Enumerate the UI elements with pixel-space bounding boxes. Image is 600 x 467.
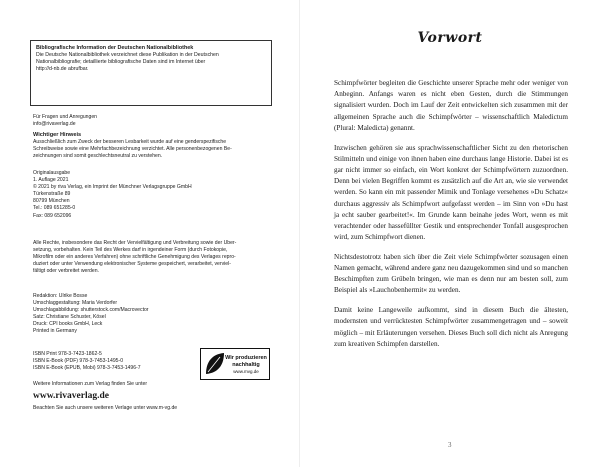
credits-line: Umschlaggestaltung: Maria Verdorfer (33, 300, 118, 307)
isbn-block (33, 351, 198, 372)
edition-block (33, 170, 271, 220)
page-gutter (299, 0, 300, 467)
biblio-line: http://d-nb.de abrufbar. (36, 66, 89, 73)
feedback-block (33, 114, 271, 128)
notice-title: Wichtiger Hinweis (33, 132, 82, 138)
credits-line: Druck: CPI books GmbH, Leck (33, 321, 103, 328)
more-info (33, 381, 271, 388)
biblio-line: Die Deutsche Nationalbibliothek verzeichnet diese Publikation in der Deutschen (36, 52, 219, 58)
body-paragraph: Inzwischen gehören sie aus sprachwissenschaftlicher Sicht zu den rhetorischen Stilmitteln und einige von ihnen haben eine durchaus lange Historie. Dabei ist es gar nicht immer so einfach, ein Wort konkret der Schimpfwörtern zuzuordnen. Denn bei vielen Begriffen kommt es zusätzlich auf die Art an, wie sie verwendet werden. So kann ein mit passender Mimik und Tonlage versehenes »Du Schatz« durchaus aggressiv als Schimpfwort aufgefasst werden – im Sinn von »Du hast ja echt sauber gearbeitet!«. Im Grunde kann beinahe jedes Wort, wenn es mit verachtender oder hassefüllter Gestik und entsprechender Tonfall ausgesprochen wird, zum Schimpfwort dienen. (334, 143, 568, 242)
edition-line: 80799 München (33, 198, 70, 205)
credits-line: Satz: Christiane Schuster, Kösel (33, 314, 106, 321)
publisher-url[interactable]: www.rivaverlag.de (33, 391, 109, 401)
notice-line: zeichnungen sind somit geschlechtsneutral zu verstehen. (33, 153, 163, 160)
biblio-title: Bibliografische Information der Deutschen Nationalbibliothek (36, 45, 194, 51)
isbn-line: ISBN Print 978-3-7423-1862-5 (33, 351, 102, 357)
rights-line: Mikrofilm oder ein anderes Verfahren) ohne schriftliche Genehmigung des Verlages repro- (33, 254, 236, 261)
notice-line: Ausschließlich zum Zweck der besseren Lesbarkeit wurde auf eine genderspezifische (33, 139, 227, 145)
rights-line: fältigt oder verbreitet werden. (33, 268, 99, 275)
footer-note (33, 405, 271, 412)
rights-line: setzung, vorbehalten. Kein Teil des Werkes darf in irgendeiner Form (durch Fotokopie, (33, 247, 228, 254)
edition-line: Türkenstraße 89 (33, 191, 71, 198)
edition-line: 1. Auflage 2021 (33, 177, 69, 184)
credits-block (33, 293, 271, 336)
notice-line: Schreibweise sowie eine Mehrfachbezeichnung verzichtet. Alle personenbezogenen Be- (33, 146, 232, 153)
rights-block (33, 240, 271, 275)
rights-line: duziert oder unter Verwendung elektronischer Systeme gespeichert, verarbeitet, verviel- (33, 261, 231, 268)
feedback-email: info@rivaverlag.de (33, 121, 76, 128)
bibliographic-info-box (30, 40, 272, 106)
chapter-title: Vorwort (417, 30, 483, 46)
logo-text-3: www.mvg.de (233, 369, 259, 374)
sustainability-logo (200, 348, 270, 380)
page-number: 3 (448, 441, 452, 449)
credits-line: Redaktion: Ulrike Bosse (33, 293, 88, 299)
credits-line: Printed in Germany (33, 328, 77, 335)
edition-line: Tel.: 089 651285-0 (33, 205, 76, 212)
more-info-line: Weitere Informationen zum Verlag finden Sie unter (33, 381, 148, 387)
biblio-line: Nationalbibliografie; detaillierte bibliografische Daten sind im Internet über (36, 59, 206, 66)
body-paragraph: Schimpfwörter begleiten die Geschichte unserer Sprache mehr oder weniger von Anbeginn. Anfangs waren es nicht eben Gesten, durch die Stimmungen signalisiert wurden. Doch im Lauf der Zeit entwickelten sich zusammen mit der allgemeinen Sprache auch die Schimpfwörter – wissenschaftlich Maledictum (Plural: Maledicta) genannt. (334, 79, 568, 132)
chapter-body (334, 78, 568, 358)
logo-text-1: Wir produzieren (225, 355, 267, 361)
edition-line: © 2021 by riva Verlag, ein Imprint der Münchner Verlagsgruppe GmbH (33, 184, 192, 191)
edition-line: Originalausgabe (33, 170, 71, 176)
feedback-title: Für Fragen und Anregungen (33, 114, 97, 120)
notice-block (33, 132, 271, 160)
isbn-line: ISBN E-Book (EPUB, Mobi) 978-3-7453-1496-7 (33, 365, 141, 372)
body-paragraph: Nichtsdestotrotz haben sich über die Zeit viele Schimpfwörter sozusagen einen Namen gemacht, während andere ganz neu dazugekommen sind und so manchen Beschimpften zum Grübeln bringen, wie man es denn nur am besten soll, zum Beispiel als »Lauchobenhermit« zu werden. (334, 252, 568, 295)
body-paragraph: Damit keine Langeweile aufkommt, sind in diesem Buch die ältesten, modernsten und verrücktesten Schimpfwörter zusammengetragen und – soweit möglich – mit Erläuterungen versehen. Dieses Buch soll dich nicht als Anregung zum kreativen Schimpfen darstellen. (334, 306, 568, 348)
footer-line: Beachten Sie auch unsere weiteren Verlage unter www.m-vg.de (33, 405, 178, 411)
isbn-line: ISBN E-Book (PDF) 978-3-7453-1495-0 (33, 358, 124, 365)
credits-line: Umschlagabbildung: shutterstock.com/Macrovector (33, 307, 149, 314)
logo-text-2: nachhaltig (232, 362, 260, 368)
edition-line: Fax: 089 652096 (33, 212, 72, 219)
rights-line: Alle Rechte, insbesondere das Recht der Vervielfältigung und Verbreitung sowie der Über- (33, 240, 237, 246)
